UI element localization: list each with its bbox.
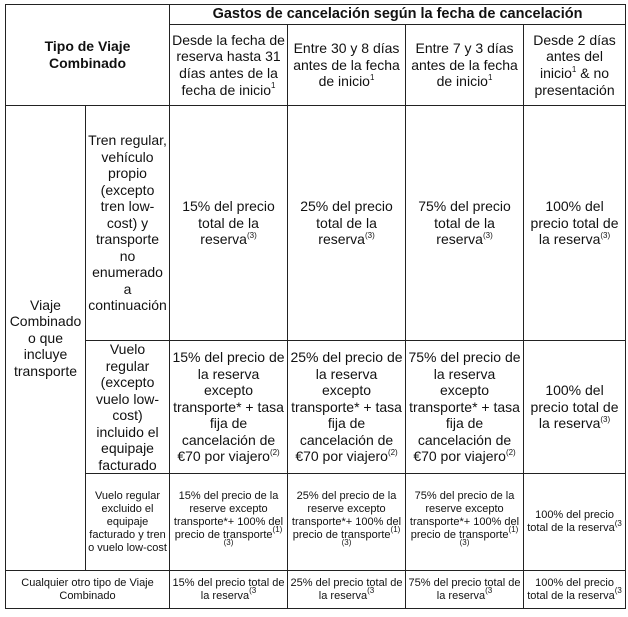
table-cell: 25% del precio de la reserva excepto transporte* + tasa fija de cancelación de €70 por viajero$^{(2)}$ (288, 341, 406, 474)
table-cell: 75% del precio total de la reserva$^{(3)}$ (406, 106, 524, 341)
table-cell: 15% del precio de la reserve excepto transporte*+ 100% del precio de transporte$^{(1) (3)}$ (170, 474, 288, 571)
cancellation-fees-table (5, 4, 626, 609)
group-label: Viaje Combinado o que incluye transporte (6, 106, 86, 571)
table-cell: 15% del precio total de la reserva$^{(3)}$ (170, 106, 288, 341)
table-cell: 100% del precio total de la reserva$^{(3}$ (524, 474, 626, 571)
cancellation-fees-header: Gastos de cancelación según la fecha de cancelación (170, 5, 626, 25)
row-label: Tren regular, vehículo propio (excepto tren low-cost) y transporte no enumerado a continuación (86, 106, 170, 341)
table-cell: 75% del precio total de la reserva$^{(3}$ (406, 571, 524, 609)
table-header-row (6, 5, 626, 25)
table-cell: 25% del precio total de la reserva$^{(3}$ (288, 571, 406, 609)
table-cell: 15% del precio de la reserva excepto transporte* + tasa fija de cancelación de €70 por viajero$^{(2)}$ (170, 341, 288, 474)
table-cell: 100% del precio total de la reserva$^{(3)}$ (524, 106, 626, 341)
table-row (6, 474, 626, 571)
table-cell: 15% del precio total de la reserva$^{(3}$ (170, 571, 288, 609)
table-row (6, 341, 626, 474)
table-cell: 75% del precio de la reserva excepto transporte* + tasa fija de cancelación de €70 por viajero$^{(2)}$ (406, 341, 524, 474)
column-header-31-days: Desde la fecha de reserva hasta 31 días antes de la fecha de inicio$^1$ (170, 25, 288, 106)
trip-type-header: Tipo de Viaje Combinado (6, 5, 170, 106)
table-cell: 75% del precio de la reserve excepto transporte*+ 100% del precio de transporte$^{(1) (3)}$ (406, 474, 524, 571)
row-label: Vuelo regular excluido el equipaje facturado y tren o vuelo low-cost (86, 474, 170, 571)
table-cell: 100% del precio total de la reserva$^{(3}$ (524, 571, 626, 609)
column-header-7-3-days: Entre 7 y 3 días antes de la fecha de inicio$^1$ (406, 25, 524, 106)
column-header-2-days: Desde 2 días antes del inicio$^1$ & no presentación (524, 25, 626, 106)
row-label: Vuelo regular (excepto vuelo low-cost) incluido el equipaje facturado (86, 341, 170, 474)
column-header-30-8-days: Entre 30 y 8 días antes de la fecha de inicio$^1$ (288, 25, 406, 106)
table-row (6, 571, 626, 609)
table-row (6, 106, 626, 341)
table-cell: 100% del precio total de la reserva$^{(3)}$ (524, 341, 626, 474)
table-cell: 25% del precio total de la reserva$^{(3)}$ (288, 106, 406, 341)
table-cell: 25% del precio de la reserve excepto transporte*+ 100% del precio de transporte$^{(1) (3)}$ (288, 474, 406, 571)
row-label: Cualquier otro tipo de Viaje Combinado (6, 571, 170, 609)
